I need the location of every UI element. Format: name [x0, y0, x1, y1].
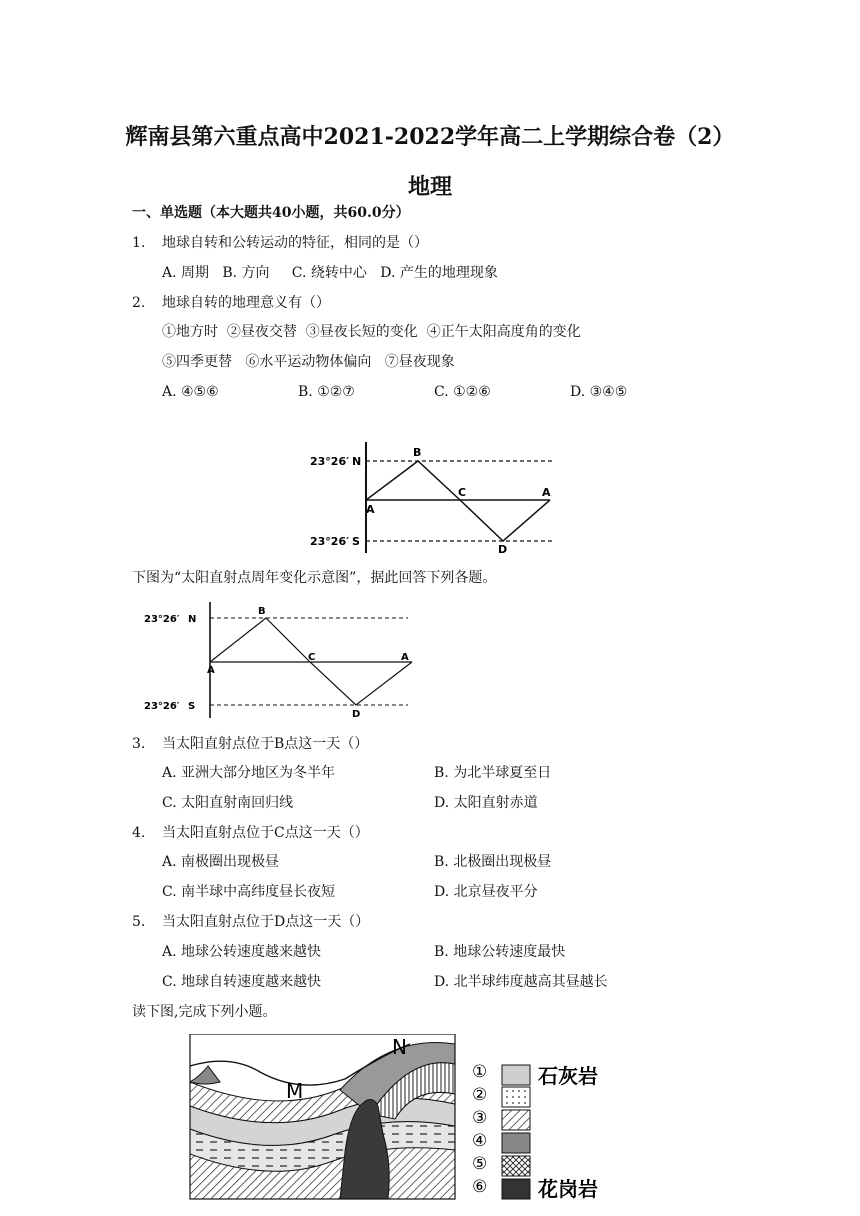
- sun-path-diagram-large: [300, 438, 560, 558]
- lat-label-n: 23°26′: [310, 455, 350, 468]
- legend-num-6: ⑥: [472, 1177, 488, 1197]
- legend-num-5: ⑤: [472, 1154, 488, 1174]
- legend-num-4: ④: [472, 1131, 488, 1151]
- point-a: A: [366, 503, 375, 516]
- label-n: N: [188, 614, 197, 625]
- sun-path-diagram-small: [140, 600, 420, 720]
- question-4: [132, 823, 369, 843]
- point-c: C: [308, 652, 316, 663]
- question-number: 1.: [132, 235, 146, 251]
- option-d: D. ③④⑤: [570, 384, 628, 400]
- intro-geo: 读下图,完成下列小题。: [132, 1004, 277, 1020]
- question-number: 2.: [132, 295, 146, 311]
- question-stem: 地球自转的地理意义有（）: [162, 295, 330, 311]
- lat-label-s: 23°26′: [144, 701, 180, 712]
- option-a: A. ④⑤⑥: [162, 384, 219, 400]
- label-m: M: [286, 1079, 304, 1103]
- point-a: A: [207, 665, 215, 676]
- question-number: 4.: [132, 825, 146, 841]
- question-number: 3.: [132, 736, 146, 752]
- question-2-choices-line2: ⑤四季更替 ⑥水平运动物体偏向 ⑦昼夜现象: [162, 354, 455, 370]
- question-5: [132, 912, 369, 932]
- lat-label-s: 23°26′: [310, 535, 350, 548]
- legend: [472, 1062, 598, 1201]
- point-b: B: [258, 606, 266, 617]
- exam-title: 辉南县第六重点高中2021-2022学年高二上学期综合卷（2）: [125, 124, 735, 150]
- subject-title: 地理: [407, 174, 452, 200]
- question-stem: 当太阳直射点位于B点这一天（）: [162, 736, 369, 752]
- legend-num-3: ③: [472, 1108, 488, 1128]
- option-d: D. 北京昼夜平分: [434, 884, 538, 900]
- question-2-choices-line1: ①地方时 ②昼夜交替 ③昼夜长短的变化 ④正午太阳高度角的变化: [162, 324, 581, 340]
- question-stem: 当太阳直射点位于D点这一天（）: [162, 914, 370, 930]
- option-a: A. 亚洲大部分地区为冬半年: [162, 765, 336, 781]
- question-2: [132, 293, 330, 313]
- point-d: D: [352, 709, 361, 720]
- legend-label-6: 花岗岩: [538, 1177, 598, 1201]
- option-c: C. 南半球中高纬度昼长夜短: [162, 884, 336, 900]
- label-n: N: [352, 455, 362, 468]
- option-b: B. ①②⑦: [298, 384, 355, 400]
- question-3: [132, 734, 368, 754]
- option-d: D. 太阳直射赤道: [434, 795, 538, 811]
- legend-label-1: 石灰岩: [538, 1064, 598, 1088]
- point-a-end: A: [401, 652, 409, 663]
- question-1-options: A. 周期 B. 方向 C. 绕转中心 D. 产生的地理现象: [162, 265, 498, 281]
- intro-sun: 下图为“太阳直射点周年变化示意图”，据此回答下列各题。: [132, 570, 497, 586]
- section-heading: 一、单选题（本大题共40小题，共60.0分）: [132, 205, 410, 221]
- label-n: N: [392, 1035, 407, 1059]
- question-stem: 地球自转和公转运动的特征，相同的是（）: [162, 235, 428, 251]
- point-a-end: A: [542, 486, 551, 499]
- option-a: A. 南极圈出现极昼: [162, 854, 280, 870]
- option-d: D. 北半球纬度越高其昼越长: [434, 974, 608, 990]
- label-s: S: [188, 701, 196, 712]
- question-number: 5.: [132, 914, 146, 930]
- option-a: A. 地球公转速度越来越快: [162, 944, 322, 960]
- option-c: C. 地球自转速度越来越快: [162, 974, 322, 990]
- label-s: S: [352, 535, 360, 548]
- point-c: C: [458, 486, 467, 499]
- legend-num-2: ②: [472, 1085, 488, 1105]
- option-c: C. ①②⑥: [434, 384, 491, 400]
- legend-num-1: ①: [472, 1062, 488, 1082]
- question-stem: 当太阳直射点位于C点这一天（）: [162, 825, 369, 841]
- point-b: B: [413, 446, 422, 459]
- option-b: B. 地球公转速度最快: [434, 944, 566, 960]
- option-c: C. 太阳直射南回归线: [162, 795, 294, 811]
- lat-label-n: 23°26′: [144, 614, 180, 625]
- option-b: B. 北极圈出现极昼: [434, 854, 552, 870]
- point-d: D: [498, 543, 508, 556]
- geologic-section-diagram: [180, 1034, 620, 1204]
- question-1: [132, 233, 428, 253]
- option-b: B. 为北半球夏至日: [434, 765, 552, 781]
